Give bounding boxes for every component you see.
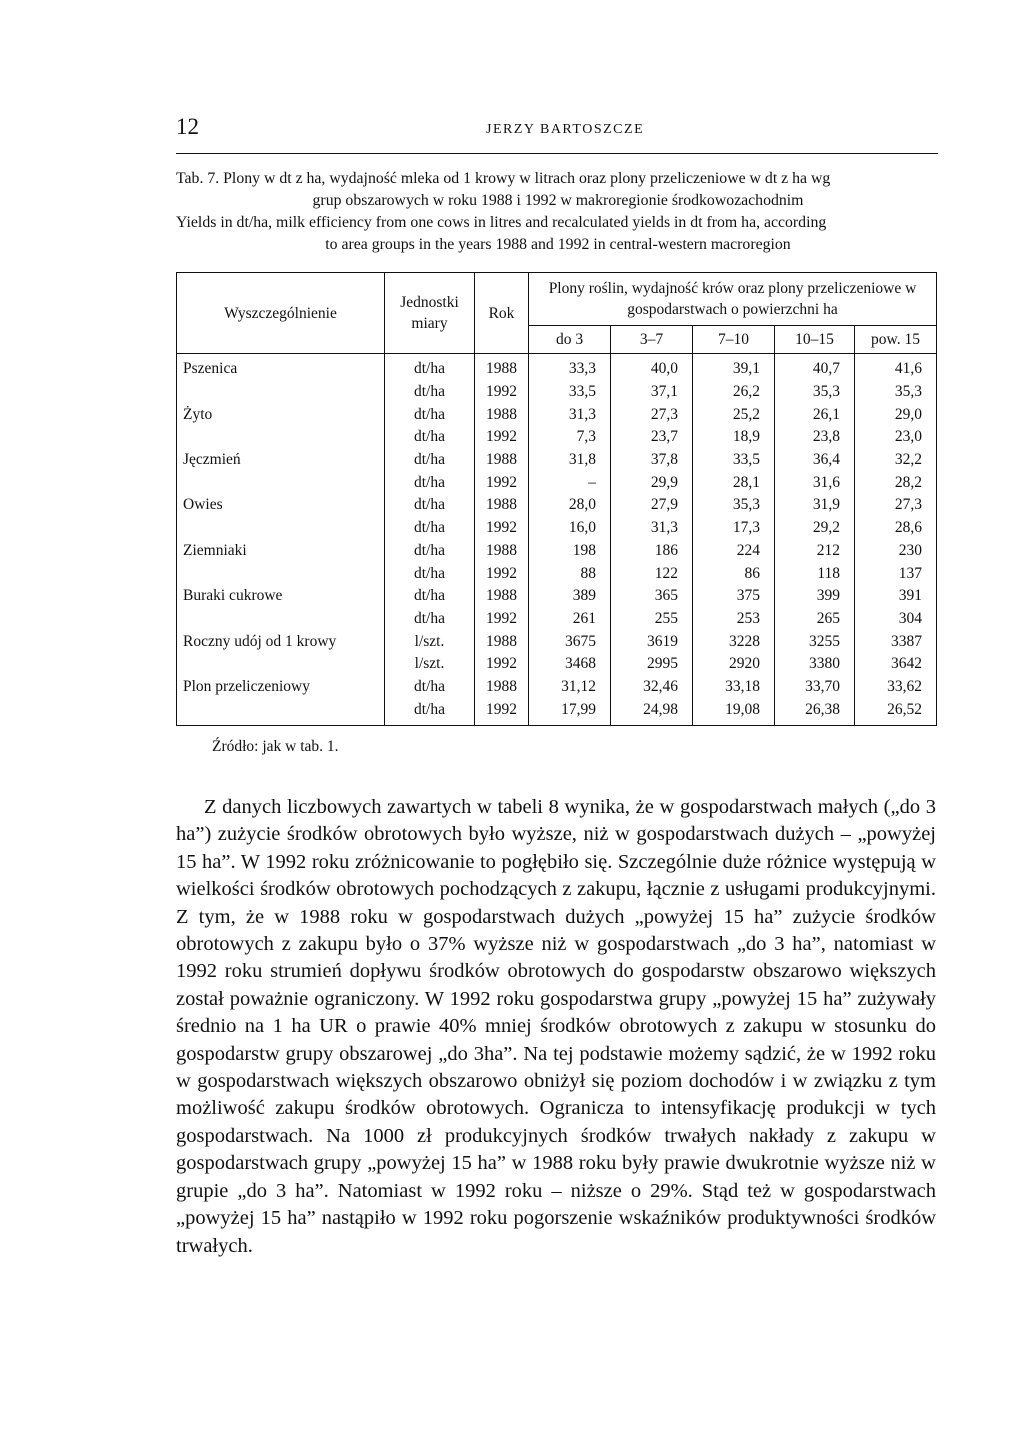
caption-pl-line-1: Tab. 7. Plony w dt z ha, wydajność mleka od 1 krowy w litrach oraz plony przeliczeniowe w dt z ha wg <box>176 170 831 187</box>
row-value: 25,2 <box>693 403 775 426</box>
col-header-area-3: 10–15 <box>775 326 855 354</box>
row-unit: dt/ha <box>385 354 475 381</box>
row-value: 212 <box>775 540 855 563</box>
row-value: 27,3 <box>611 403 693 426</box>
row-year: 1992 <box>475 426 529 449</box>
row-unit: dt/ha <box>385 471 475 494</box>
row-value: 32,2 <box>855 449 937 472</box>
row-value: 2920 <box>693 653 775 676</box>
row-value: 391 <box>855 585 937 608</box>
row-value: 37,1 <box>611 381 693 404</box>
row-value: 26,38 <box>775 698 855 725</box>
row-value: 37,8 <box>611 449 693 472</box>
row-value: 304 <box>855 608 937 631</box>
col-header-area-4: pow. 15 <box>855 326 937 354</box>
row-value: 399 <box>775 585 855 608</box>
row-value: 86 <box>693 562 775 585</box>
col-header-area-0: do 3 <box>529 326 611 354</box>
row-value: 255 <box>611 608 693 631</box>
row-value: 31,8 <box>529 449 611 472</box>
row-year: 1988 <box>475 585 529 608</box>
row-value: 3228 <box>693 630 775 653</box>
row-unit: dt/ha <box>385 426 475 449</box>
row-value: 29,0 <box>855 403 937 426</box>
row-value: 31,12 <box>529 676 611 699</box>
row-value: 35,3 <box>693 494 775 517</box>
row-value: 28,1 <box>693 471 775 494</box>
row-label: Ziemniaki <box>177 540 385 563</box>
row-value: 3642 <box>855 653 937 676</box>
row-unit: dt/ha <box>385 517 475 540</box>
row-value: 3380 <box>775 653 855 676</box>
running-head: JERZY BARTOSZCZE <box>486 122 645 137</box>
row-value: 28,0 <box>529 494 611 517</box>
row-value: 23,8 <box>775 426 855 449</box>
row-value: 118 <box>775 562 855 585</box>
row-year: 1992 <box>475 562 529 585</box>
row-value: 33,3 <box>529 354 611 381</box>
row-unit: dt/ha <box>385 540 475 563</box>
row-value: 2995 <box>611 653 693 676</box>
row-year: 1988 <box>475 494 529 517</box>
row-year: 1992 <box>475 698 529 725</box>
caption-pl-line-2: grup obszarowych w roku 1988 i 1992 w makroregionie środkowozachodnim <box>312 192 804 209</box>
row-value: 26,52 <box>855 698 937 725</box>
row-value: 31,3 <box>529 403 611 426</box>
row-value: 198 <box>529 540 611 563</box>
table-row <box>177 471 937 494</box>
page-number: 12 <box>176 114 199 139</box>
row-value: 137 <box>855 562 937 585</box>
col-header-unit: Jednostki miary <box>385 273 475 354</box>
table-row <box>177 585 937 608</box>
row-value: 33,70 <box>775 676 855 699</box>
row-label <box>177 562 385 585</box>
row-value: 365 <box>611 585 693 608</box>
table-row <box>177 676 937 699</box>
row-label <box>177 426 385 449</box>
caption-en-line-2: to area groups in the years 1988 and 1992 in central-western macroregion <box>325 236 791 253</box>
row-value: 16,0 <box>529 517 611 540</box>
row-value: 24,98 <box>611 698 693 725</box>
row-value: 23,7 <box>611 426 693 449</box>
table-row <box>177 403 937 426</box>
table-row <box>177 562 937 585</box>
row-year: 1988 <box>475 540 529 563</box>
row-year: 1988 <box>475 676 529 699</box>
row-unit: dt/ha <box>385 494 475 517</box>
row-year: 1992 <box>475 517 529 540</box>
header-rule <box>176 153 938 154</box>
row-value: 186 <box>611 540 693 563</box>
row-value: 122 <box>611 562 693 585</box>
table-row <box>177 354 937 381</box>
row-year: 1988 <box>475 630 529 653</box>
row-unit: dt/ha <box>385 698 475 725</box>
row-value: 265 <box>775 608 855 631</box>
row-value: 7,3 <box>529 426 611 449</box>
table-row <box>177 517 937 540</box>
table-row <box>177 630 937 653</box>
col-header-group: Plony roślin, wydajność krów oraz plony przeliczeniowe w gospodarstwach o powierzchni ha <box>529 273 937 326</box>
row-label <box>177 608 385 631</box>
row-unit: dt/ha <box>385 381 475 404</box>
row-label: Roczny udój od 1 krowy <box>177 630 385 653</box>
row-value: 17,99 <box>529 698 611 725</box>
row-year: 1988 <box>475 449 529 472</box>
row-value: 17,3 <box>693 517 775 540</box>
row-value: 33,62 <box>855 676 937 699</box>
row-value: 3468 <box>529 653 611 676</box>
row-value: 39,1 <box>693 354 775 381</box>
row-unit: dt/ha <box>385 403 475 426</box>
row-value: 26,2 <box>693 381 775 404</box>
row-value: 35,3 <box>855 381 937 404</box>
table-row <box>177 449 937 472</box>
row-value: 29,9 <box>611 471 693 494</box>
row-label: Jęczmień <box>177 449 385 472</box>
row-value: 41,6 <box>855 354 937 381</box>
row-value: 35,3 <box>775 381 855 404</box>
row-value: 3387 <box>855 630 937 653</box>
row-value: 32,46 <box>611 676 693 699</box>
row-label: Owies <box>177 494 385 517</box>
row-value: 28,6 <box>855 517 937 540</box>
row-value: 33,5 <box>529 381 611 404</box>
table-row <box>177 494 937 517</box>
row-label <box>177 698 385 725</box>
row-value: 33,18 <box>693 676 775 699</box>
row-value: 36,4 <box>775 449 855 472</box>
row-year: 1992 <box>475 653 529 676</box>
row-year: 1992 <box>475 471 529 494</box>
row-value: 253 <box>693 608 775 631</box>
col-header-area-1: 3–7 <box>611 326 693 354</box>
row-value: 27,9 <box>611 494 693 517</box>
caption-en-line-1: Yields in dt/ha, milk efficiency from one cows in litres and recalculated yields in dt from ha, according <box>176 214 827 231</box>
row-value: 31,3 <box>611 517 693 540</box>
row-value: 19,08 <box>693 698 775 725</box>
row-label <box>177 517 385 540</box>
row-value: 29,2 <box>775 517 855 540</box>
row-year: 1988 <box>475 354 529 381</box>
row-label <box>177 653 385 676</box>
body-text <box>176 794 936 1260</box>
row-value: 261 <box>529 608 611 631</box>
row-value: 31,6 <box>775 471 855 494</box>
row-value: 26,1 <box>775 403 855 426</box>
row-unit: dt/ha <box>385 449 475 472</box>
row-label: Pszenica <box>177 354 385 381</box>
row-value: 28,2 <box>855 471 937 494</box>
row-value: 18,9 <box>693 426 775 449</box>
body-paragraph: Z danych liczbowych zawartych w tabeli 8 wynika, że w gospodarstwach małych („do 3 ha”) zużycie środków obrotowych było wyższe, niż w gospodarstwach dużych – „powyżej 15 ha”. W 1992 roku zróżnicowanie to pogłębiło się. Szczególnie duże różnice występują w wielkości środków obrotowych pochodzących z zakupu, łącznie z usługami produkcyjnymi. Z tym, że w 1988 roku w gospodarstwach dużych „powyżej 15 ha” zużycie środków obrotowych z zakupu było o 37% wyższe niż w gospodarstwach „do 3 ha”, natomiast w 1992 roku strumień dopływu środków obrotowych do gospodarstw obszarowo większych został poważnie ograniczony. W 1992 roku gospodarstwa grupy „powyżej 15 ha” zużywały średnio na 1 ha UR o prawie 40% mniej środków obrotowych z zakupu w stosunku do gospodarstw grupy obszarowej „do 3ha”. Na tej podstawie możemy sądzić, że w 1992 roku w gospodarstwach większych obszarowo obniżył się poziom dochodów i w związku z tym możliwość zakupu środków obrotowych. Ogranicza to intensyfikację produkcji w tych gospodarstwach. Na 1000 zł produkcyjnych środków trwałych nakłady z zakupu w gospodarstwach grupy „powyżej 15 ha” w 1988 roku były prawie dwukrotnie wyższe niż w grupie „do 3 ha”. Natomiast w 1992 roku – niższe o 29%. Stąd też w gospodarstwach „powyżej 15 ha” nastąpiło w 1992 roku pogorszenie wskaźników produktywności środków trwałych. <box>176 796 936 1257</box>
row-unit: dt/ha <box>385 676 475 699</box>
yields-table <box>176 272 937 726</box>
table-row <box>177 608 937 631</box>
row-year: 1992 <box>475 608 529 631</box>
row-value: 224 <box>693 540 775 563</box>
row-value: 33,5 <box>693 449 775 472</box>
row-value: 3619 <box>611 630 693 653</box>
row-value: 40,7 <box>775 354 855 381</box>
table-row <box>177 653 937 676</box>
row-label: Buraki cukrowe <box>177 585 385 608</box>
row-value: 40,0 <box>611 354 693 381</box>
row-year: 1992 <box>475 381 529 404</box>
col-header-year: Rok <box>475 273 529 354</box>
table-row <box>177 698 937 725</box>
table-row <box>177 426 937 449</box>
row-value: 31,9 <box>775 494 855 517</box>
row-unit: l/szt. <box>385 653 475 676</box>
row-value: 375 <box>693 585 775 608</box>
row-label <box>177 471 385 494</box>
row-label <box>177 381 385 404</box>
row-value: 27,3 <box>855 494 937 517</box>
row-value: 389 <box>529 585 611 608</box>
table-row <box>177 540 937 563</box>
source-note: Źródło: jak w tab. 1. <box>212 738 339 755</box>
row-year: 1988 <box>475 403 529 426</box>
row-value: 23,0 <box>855 426 937 449</box>
row-value: 3675 <box>529 630 611 653</box>
table-row <box>177 381 937 404</box>
row-unit: l/szt. <box>385 630 475 653</box>
row-unit: dt/ha <box>385 608 475 631</box>
row-value: – <box>529 471 611 494</box>
col-header-area-2: 7–10 <box>693 326 775 354</box>
row-value: 88 <box>529 562 611 585</box>
table-caption <box>176 168 940 256</box>
col-header-spec: Wyszczególnienie <box>177 273 385 354</box>
row-value: 3255 <box>775 630 855 653</box>
row-unit: dt/ha <box>385 562 475 585</box>
row-value: 230 <box>855 540 937 563</box>
page-header <box>176 112 938 154</box>
row-unit: dt/ha <box>385 585 475 608</box>
row-label: Plon przeliczeniowy <box>177 676 385 699</box>
table-body <box>177 354 937 726</box>
row-label: Żyto <box>177 403 385 426</box>
